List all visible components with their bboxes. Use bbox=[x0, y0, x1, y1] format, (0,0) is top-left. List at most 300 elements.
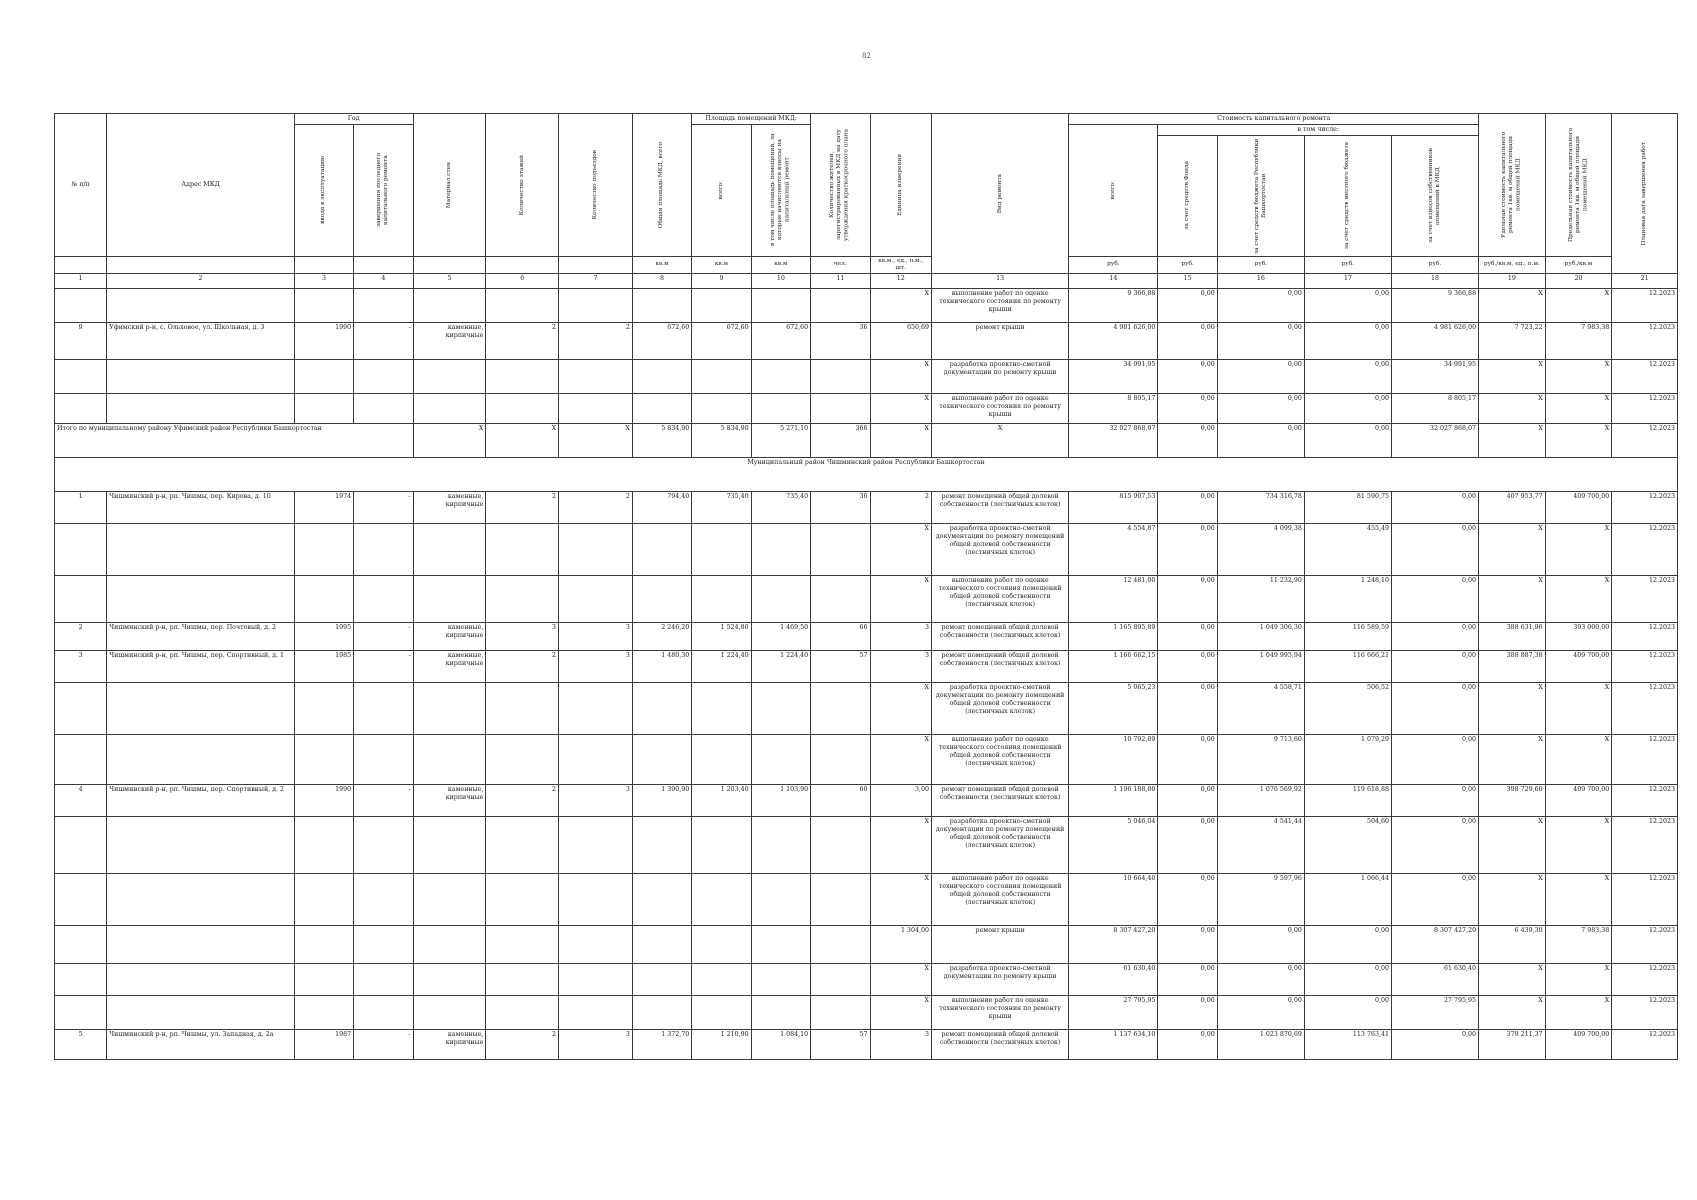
entrances-cell bbox=[559, 360, 633, 394]
column-number: 7 bbox=[559, 274, 633, 289]
row-number bbox=[55, 289, 107, 323]
year-commission-cell bbox=[294, 524, 353, 576]
address-cell bbox=[107, 964, 295, 996]
cost-total-cell: 1 166 662,15 bbox=[1069, 651, 1158, 683]
address-cell bbox=[107, 524, 295, 576]
unit-cost-cell: X bbox=[1479, 996, 1546, 1030]
col-year-commission-header: ввода в эксплуатацию bbox=[294, 124, 353, 256]
rb-budget-cell: 0,00 bbox=[1217, 964, 1304, 996]
address-cell: Чишминский р-н, рп. Чишмы, пер. Почтовый, д. 2 bbox=[107, 623, 295, 651]
section-title-row bbox=[55, 458, 1678, 492]
floors-cell: 2 bbox=[486, 492, 559, 524]
unit-cell: X bbox=[870, 289, 931, 323]
total-area-cell bbox=[632, 996, 691, 1030]
row-number bbox=[55, 817, 107, 874]
cost-total-cell: 61 630,40 bbox=[1069, 964, 1158, 996]
deadline-cell: 12.2023 bbox=[1612, 360, 1678, 394]
cost-total-cell: 4 554,87 bbox=[1069, 524, 1158, 576]
deadline-cell: 12.2023 bbox=[1612, 926, 1678, 964]
total-area: 5 834,90 bbox=[632, 424, 691, 458]
entrances-cell: 3 bbox=[559, 1030, 633, 1060]
column-number-row bbox=[55, 274, 1678, 289]
work-type-cell: выполнение работ по оценке технического состояния помещений общей долевой собственности (лестничных клеток) bbox=[932, 874, 1069, 926]
entrances-cell bbox=[559, 926, 633, 964]
total-area-cell: 2 246,20 bbox=[632, 623, 691, 651]
entrances-cell bbox=[559, 735, 633, 785]
residents-cell bbox=[811, 524, 870, 576]
row-number: 2 bbox=[55, 623, 107, 651]
year-repair-cell bbox=[354, 926, 413, 964]
area-all-cell bbox=[692, 576, 751, 623]
floors-cell bbox=[486, 735, 559, 785]
work-type-cell: ремонт помещений общей долевой собственности (лестничных клеток) bbox=[932, 623, 1069, 651]
deadline-cell: 12.2023 bbox=[1612, 785, 1678, 817]
year-repair-cell bbox=[354, 817, 413, 874]
entrances-cell bbox=[559, 964, 633, 996]
unit-cost-cell: X bbox=[1479, 394, 1546, 424]
wall-material-cell bbox=[413, 360, 486, 394]
wall-material-cell bbox=[413, 817, 486, 874]
row-number bbox=[55, 576, 107, 623]
col-address-header: Адрес МКД bbox=[107, 114, 295, 257]
table-row bbox=[55, 576, 1678, 623]
cost-total-cell: 5 046,04 bbox=[1069, 817, 1158, 874]
local-budget-cell: 506,52 bbox=[1304, 683, 1391, 735]
row-number: 9 bbox=[55, 323, 107, 360]
unit-label: руб. bbox=[1158, 256, 1217, 273]
deadline-cell: 12.2023 bbox=[1612, 964, 1678, 996]
work-type-cell: выполнение работ по оценке технического состояния помещений общей долевой собственности (лестничных клеток) bbox=[932, 576, 1069, 623]
wall-material-cell bbox=[413, 394, 486, 424]
work-type-cell: ремонт крыши bbox=[932, 926, 1069, 964]
floors-cell bbox=[486, 394, 559, 424]
max-cost-cell: 7 983,38 bbox=[1545, 926, 1612, 964]
year-commission-cell: 1995 bbox=[294, 623, 353, 651]
col-local-header: за счет средств местного бюджета bbox=[1304, 135, 1391, 256]
owners-cell: 8 805,17 bbox=[1391, 394, 1478, 424]
unit-cost-cell: X bbox=[1479, 683, 1546, 735]
col-cost-total-header: всего: bbox=[1069, 124, 1158, 256]
row-number bbox=[55, 360, 107, 394]
entrances-cell bbox=[559, 394, 633, 424]
fund-cell: 0,00 bbox=[1158, 1030, 1217, 1060]
deadline-cell: 12.2023 bbox=[1612, 651, 1678, 683]
unit-cell: 650,69 bbox=[870, 323, 931, 360]
col-no-header: № п/п bbox=[55, 114, 107, 257]
total-area-cell bbox=[632, 289, 691, 323]
area-all-cell bbox=[692, 926, 751, 964]
residents-cell bbox=[811, 360, 870, 394]
column-number: 13 bbox=[932, 274, 1069, 289]
cost-total-cell: 8 307 427,20 bbox=[1069, 926, 1158, 964]
incl-group-header: в том числе: bbox=[1158, 124, 1479, 135]
address-cell bbox=[107, 576, 295, 623]
row-number: 1 bbox=[55, 492, 107, 524]
column-number: 10 bbox=[751, 274, 810, 289]
total-area-cell bbox=[632, 576, 691, 623]
total-residents: 366 bbox=[811, 424, 870, 458]
col-floors-header: Количество этажей bbox=[486, 114, 559, 257]
year-repair-cell bbox=[354, 996, 413, 1030]
capital-repair-table bbox=[54, 113, 1678, 1060]
address-cell: Чишминский р-н, рп. Чишмы, пер. Спортивный, д. 1 bbox=[107, 651, 295, 683]
column-number: 3 bbox=[294, 274, 353, 289]
max-cost-cell: X bbox=[1545, 289, 1612, 323]
residents-cell bbox=[811, 289, 870, 323]
table-row bbox=[55, 964, 1678, 996]
unit-label: кв.м bbox=[751, 256, 810, 273]
unit-cell: X bbox=[870, 683, 931, 735]
fund-cell: 0,00 bbox=[1158, 926, 1217, 964]
year-commission-cell bbox=[294, 576, 353, 623]
floors-cell: 3 bbox=[486, 623, 559, 651]
total-area-cell: 1 390,90 bbox=[632, 785, 691, 817]
address-cell bbox=[107, 735, 295, 785]
residents-cell bbox=[811, 926, 870, 964]
column-number: 11 bbox=[811, 274, 870, 289]
table-row bbox=[55, 735, 1678, 785]
max-cost-cell: X bbox=[1545, 394, 1612, 424]
rb-budget-cell: 0,00 bbox=[1217, 289, 1304, 323]
area-incl-cell bbox=[751, 683, 810, 735]
owners-cell: 27 795,95 bbox=[1391, 996, 1478, 1030]
owners-cell: 0,00 bbox=[1391, 874, 1478, 926]
max-cost-cell: X bbox=[1545, 735, 1612, 785]
entrances-cell bbox=[559, 576, 633, 623]
owners-cell: 0,00 bbox=[1391, 524, 1478, 576]
deadline-cell: 12.2023 bbox=[1612, 623, 1678, 651]
residents-cell: 57 bbox=[811, 1030, 870, 1060]
max-cost-cell: X bbox=[1545, 524, 1612, 576]
table-row bbox=[55, 524, 1678, 576]
local-budget-cell: 1 079,29 bbox=[1304, 735, 1391, 785]
table-row bbox=[55, 492, 1678, 524]
year-commission-cell bbox=[294, 289, 353, 323]
area-all-cell bbox=[692, 874, 751, 926]
rb-budget-cell: 1 049 995,94 bbox=[1217, 651, 1304, 683]
fund-cell: 0,00 bbox=[1158, 492, 1217, 524]
local-budget-cell: 1 248,10 bbox=[1304, 576, 1391, 623]
cost-total-cell: 34 991,95 bbox=[1069, 360, 1158, 394]
unit-cell: 3,00 bbox=[870, 785, 931, 817]
fund-cell: 0,00 bbox=[1158, 323, 1217, 360]
total-unit-cost: X bbox=[1479, 424, 1546, 458]
rb-budget-cell: 1 049 306,30 bbox=[1217, 623, 1304, 651]
area-incl-cell bbox=[751, 289, 810, 323]
unit-cell: X bbox=[870, 360, 931, 394]
column-number: 4 bbox=[354, 274, 413, 289]
entrances-cell: 3 bbox=[559, 623, 633, 651]
floors-cell bbox=[486, 996, 559, 1030]
entrances-cell: 2 bbox=[559, 492, 633, 524]
fund-cell: 0,00 bbox=[1158, 817, 1217, 874]
max-cost-cell: 409 700,00 bbox=[1545, 651, 1612, 683]
total-label: Итого по муниципальному району Уфимский район Республики Башкортостан bbox=[55, 424, 414, 458]
address-cell bbox=[107, 683, 295, 735]
residents-cell: 36 bbox=[811, 323, 870, 360]
address-cell bbox=[107, 874, 295, 926]
owners-cell: 0,00 bbox=[1391, 817, 1478, 874]
unit-cell: X bbox=[870, 524, 931, 576]
deadline-cell: 12.2023 bbox=[1612, 323, 1678, 360]
total-date: 12.2023 bbox=[1612, 424, 1678, 458]
wall-material-cell: каменные, кирпичные bbox=[413, 492, 486, 524]
total-entrances: X bbox=[559, 424, 633, 458]
unit-cost-cell: X bbox=[1479, 360, 1546, 394]
max-cost-cell: X bbox=[1545, 360, 1612, 394]
owners-cell: 8 307 427,20 bbox=[1391, 926, 1478, 964]
rb-budget-cell: 11 232,90 bbox=[1217, 576, 1304, 623]
max-cost-cell: 409 700,00 bbox=[1545, 1030, 1612, 1060]
total-wall: X bbox=[413, 424, 486, 458]
area-all-cell: 1 524,80 bbox=[692, 623, 751, 651]
wall-material-cell bbox=[413, 996, 486, 1030]
floors-cell bbox=[486, 926, 559, 964]
row-number bbox=[55, 874, 107, 926]
total-area-cell bbox=[632, 926, 691, 964]
year-commission-cell bbox=[294, 683, 353, 735]
area-incl-cell: 1 224,40 bbox=[751, 651, 810, 683]
area-all-cell bbox=[692, 683, 751, 735]
unit-label: кв.м bbox=[692, 256, 751, 273]
deadline-cell: 12.2023 bbox=[1612, 524, 1678, 576]
residents-cell: 66 bbox=[811, 623, 870, 651]
table-row bbox=[55, 926, 1678, 964]
work-type-cell: ремонт помещений общей долевой собственности (лестничных клеток) bbox=[932, 492, 1069, 524]
rb-budget-cell: 9 713,60 bbox=[1217, 735, 1304, 785]
deadline-cell: 12.2023 bbox=[1612, 683, 1678, 735]
column-number: 16 bbox=[1217, 274, 1304, 289]
fund-cell: 0,00 bbox=[1158, 874, 1217, 926]
total-floors: X bbox=[486, 424, 559, 458]
unit-cell: X bbox=[870, 394, 931, 424]
area-all-cell bbox=[692, 735, 751, 785]
wall-material-cell bbox=[413, 926, 486, 964]
cost-total-cell: 12 481,00 bbox=[1069, 576, 1158, 623]
unit-label: руб./кв.м, ед., п.м. bbox=[1479, 256, 1546, 273]
unit-cell: X bbox=[870, 735, 931, 785]
total-max-cost: X bbox=[1545, 424, 1612, 458]
col-owners-header: за счет взносов собственников помещений в МКД bbox=[1391, 135, 1478, 256]
local-budget-cell: 0,00 bbox=[1304, 926, 1391, 964]
floors-cell bbox=[486, 524, 559, 576]
year-commission-cell bbox=[294, 394, 353, 424]
year-commission-cell bbox=[294, 964, 353, 996]
fund-cell: 0,00 bbox=[1158, 683, 1217, 735]
local-budget-cell: 455,49 bbox=[1304, 524, 1391, 576]
address-cell: Уфимский р-н, с. Ольховое, ул. Школьная, д. 3 bbox=[107, 323, 295, 360]
floors-cell bbox=[486, 289, 559, 323]
address-cell bbox=[107, 394, 295, 424]
unit-cost-cell: X bbox=[1479, 289, 1546, 323]
rb-budget-cell: 0,00 bbox=[1217, 394, 1304, 424]
unit-cost-cell: 388 631,96 bbox=[1479, 623, 1546, 651]
area-group-header: Площадь помещений МКД: bbox=[692, 114, 811, 125]
area-all-cell bbox=[692, 289, 751, 323]
unit-cell: 3 bbox=[870, 1030, 931, 1060]
floors-cell bbox=[486, 683, 559, 735]
owners-cell: 0,00 bbox=[1391, 651, 1478, 683]
total-area-cell bbox=[632, 817, 691, 874]
work-type-cell: разработка проектно-сметной документации по ремонту крыши bbox=[932, 964, 1069, 996]
col-deadline-header: Плановая дата завершения работ bbox=[1612, 114, 1678, 274]
area-incl-cell: 735,40 bbox=[751, 492, 810, 524]
floors-cell: 2 bbox=[486, 1030, 559, 1060]
unit-label: кв.м bbox=[632, 256, 691, 273]
unit-label: руб./кв.м bbox=[1545, 256, 1612, 273]
year-repair-cell bbox=[354, 289, 413, 323]
residents-cell bbox=[811, 964, 870, 996]
area-all-cell: 672,60 bbox=[692, 323, 751, 360]
entrances-cell bbox=[559, 683, 633, 735]
deadline-cell: 12.2023 bbox=[1612, 735, 1678, 785]
total-work: X bbox=[932, 424, 1069, 458]
unit-cost-cell: 7 723,22 bbox=[1479, 323, 1546, 360]
year-repair-cell bbox=[354, 964, 413, 996]
entrances-cell bbox=[559, 524, 633, 576]
table-row bbox=[55, 651, 1678, 683]
entrances-cell: 2 bbox=[559, 323, 633, 360]
local-budget-cell: 113 763,41 bbox=[1304, 1030, 1391, 1060]
fund-cell: 0,00 bbox=[1158, 651, 1217, 683]
cost-total-cell: 10 664,40 bbox=[1069, 874, 1158, 926]
deadline-cell: 12.2023 bbox=[1612, 394, 1678, 424]
table-row bbox=[55, 874, 1678, 926]
year-commission-cell bbox=[294, 360, 353, 394]
rb-budget-cell: 1 076 569,92 bbox=[1217, 785, 1304, 817]
rb-budget-cell: 0,00 bbox=[1217, 360, 1304, 394]
cost-total-cell: 1 165 895,89 bbox=[1069, 623, 1158, 651]
area-incl-cell bbox=[751, 817, 810, 874]
unit-cost-cell: 407 953,77 bbox=[1479, 492, 1546, 524]
max-cost-cell: X bbox=[1545, 817, 1612, 874]
year-commission-cell bbox=[294, 874, 353, 926]
owners-cell: 0,00 bbox=[1391, 683, 1478, 735]
work-type-cell: разработка проектно-сметной документации по ремонту крыши bbox=[932, 360, 1069, 394]
col-work-header: Вид ремонта bbox=[932, 114, 1069, 274]
year-commission-cell: 1990 bbox=[294, 323, 353, 360]
deadline-cell: 12.2023 bbox=[1612, 874, 1678, 926]
year-repair-cell bbox=[354, 874, 413, 926]
owners-cell: 4 981 626,00 bbox=[1391, 323, 1478, 360]
unit-label: руб. bbox=[1217, 256, 1304, 273]
cost-total-cell: 1 137 634,10 bbox=[1069, 1030, 1158, 1060]
entrances-cell bbox=[559, 289, 633, 323]
total-cost: 32 027 868,07 bbox=[1069, 424, 1158, 458]
wall-material-cell: каменные, кирпичные bbox=[413, 1030, 486, 1060]
area-all-cell bbox=[692, 964, 751, 996]
column-number: 17 bbox=[1304, 274, 1391, 289]
unit-cost-cell: X bbox=[1479, 817, 1546, 874]
rb-budget-cell: 1 023 870,69 bbox=[1217, 1030, 1304, 1060]
column-number: 21 bbox=[1612, 274, 1678, 289]
work-type-cell: выполнение работ по оценке технического состояния помещений общей долевой собственности (лестничных клеток) bbox=[932, 735, 1069, 785]
fund-cell: 0,00 bbox=[1158, 785, 1217, 817]
work-type-cell: ремонт помещений общей долевой собственности (лестничных клеток) bbox=[932, 1030, 1069, 1060]
col-entrances-header: Количество подъездов bbox=[559, 114, 633, 257]
district-total-row bbox=[55, 424, 1678, 458]
col-max-cost-header: Предельная стоимость капитального ремонта 1кв. м общей площади помещений МКД bbox=[1545, 114, 1612, 257]
owners-cell: 9 366,88 bbox=[1391, 289, 1478, 323]
address-cell bbox=[107, 996, 295, 1030]
year-commission-cell bbox=[294, 926, 353, 964]
rb-budget-cell: 0,00 bbox=[1217, 996, 1304, 1030]
local-budget-cell: 0,00 bbox=[1304, 996, 1391, 1030]
col-residents-header: Количество жителей, зарегистрированных в МКД на дату утверждения краткосрочного плана bbox=[811, 114, 870, 257]
column-number: 18 bbox=[1391, 274, 1478, 289]
area-incl-cell bbox=[751, 394, 810, 424]
residents-cell bbox=[811, 576, 870, 623]
residents-cell bbox=[811, 996, 870, 1030]
column-number: 15 bbox=[1158, 274, 1217, 289]
year-group-header: Год bbox=[294, 114, 413, 125]
entrances-cell bbox=[559, 817, 633, 874]
unit-cell: X bbox=[870, 996, 931, 1030]
rb-budget-cell: 4 558,71 bbox=[1217, 683, 1304, 735]
area-incl-cell bbox=[751, 360, 810, 394]
local-budget-cell: 0,00 bbox=[1304, 360, 1391, 394]
unit-cost-cell: 398 729,60 bbox=[1479, 785, 1546, 817]
address-cell bbox=[107, 360, 295, 394]
work-type-cell: разработка проектно-сметной документации по ремонту помещений общей долевой собственности (лестничных клеток) bbox=[932, 817, 1069, 874]
owners-cell: 0,00 bbox=[1391, 1030, 1478, 1060]
wall-material-cell bbox=[413, 874, 486, 926]
address-cell bbox=[107, 817, 295, 874]
col-year-repair-header: завершения последнего капитального ремонта bbox=[354, 124, 413, 256]
wall-material-cell: каменные, кирпичные bbox=[413, 623, 486, 651]
total-area-cell bbox=[632, 524, 691, 576]
residents-cell bbox=[811, 683, 870, 735]
cost-total-cell: 10 792,89 bbox=[1069, 735, 1158, 785]
wall-material-cell bbox=[413, 683, 486, 735]
table-row bbox=[55, 996, 1678, 1030]
floors-cell: 2 bbox=[486, 651, 559, 683]
local-budget-cell: 116 666,21 bbox=[1304, 651, 1391, 683]
column-number: 12 bbox=[870, 274, 931, 289]
wall-material-cell bbox=[413, 524, 486, 576]
cost-group-header: Стоимость капитального ремонта bbox=[1069, 114, 1479, 125]
unit-cost-cell: X bbox=[1479, 735, 1546, 785]
floors-cell: 2 bbox=[486, 785, 559, 817]
unit-label: руб. bbox=[1391, 256, 1478, 273]
wall-material-cell: каменные, кирпичные bbox=[413, 323, 486, 360]
floors-cell bbox=[486, 874, 559, 926]
fund-cell: 0,00 bbox=[1158, 524, 1217, 576]
max-cost-cell: X bbox=[1545, 683, 1612, 735]
residents-cell bbox=[811, 874, 870, 926]
deadline-cell: 12.2023 bbox=[1612, 492, 1678, 524]
year-repair-cell bbox=[354, 394, 413, 424]
year-repair-cell bbox=[354, 683, 413, 735]
total-area-cell: 1 372,70 bbox=[632, 1030, 691, 1060]
area-incl-cell bbox=[751, 996, 810, 1030]
table-row bbox=[55, 360, 1678, 394]
wall-material-cell bbox=[413, 289, 486, 323]
area-all-cell bbox=[692, 524, 751, 576]
deadline-cell: 12.2023 bbox=[1612, 996, 1678, 1030]
local-budget-cell: 119 618,88 bbox=[1304, 785, 1391, 817]
table-row bbox=[55, 817, 1678, 874]
rb-budget-cell: 9 597,96 bbox=[1217, 874, 1304, 926]
year-repair-cell bbox=[354, 735, 413, 785]
work-type-cell: выполнение работ по оценке технического состояния по ремонту крыши bbox=[932, 289, 1069, 323]
year-commission-cell: 1974 bbox=[294, 492, 353, 524]
max-cost-cell: 409 700,00 bbox=[1545, 785, 1612, 817]
row-number bbox=[55, 996, 107, 1030]
entrances-cell bbox=[559, 996, 633, 1030]
area-incl-cell bbox=[751, 576, 810, 623]
unit-cost-cell: X bbox=[1479, 576, 1546, 623]
